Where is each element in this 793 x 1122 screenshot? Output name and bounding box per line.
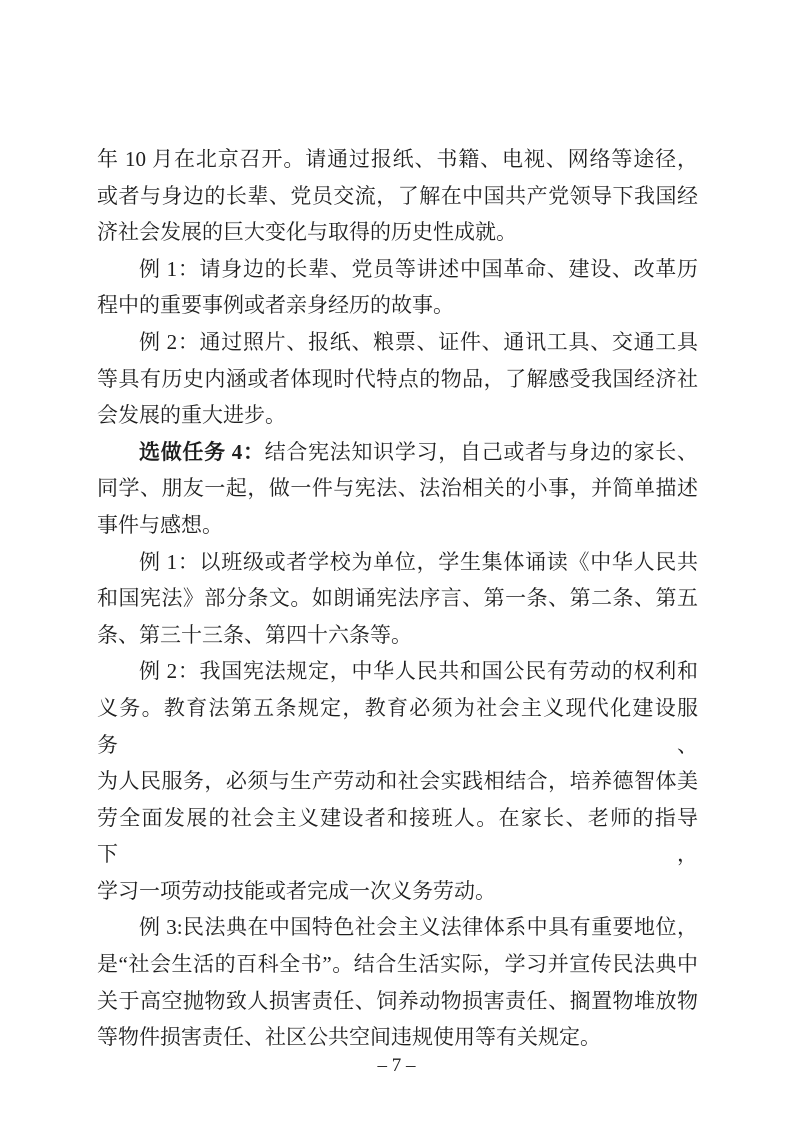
task-4-label: 选做任务 4： [139,439,265,464]
text-line: 例 1：以班级或者学校为单位，学生集体诵读《中华人民共 [139,549,698,574]
text-line: 义务。教育法第五条规定，教育必须为社会主义现代化建设服务、 [97,695,698,757]
paragraph-task4-example-3 [97,909,698,1055]
text-line: 会发展的重大进步。 [97,403,286,428]
text-line: 是“社会生活的百科全书”。结合生活实际，学习并宣传民法典中 [97,952,698,977]
text-line: 例 3:民法典在中国特色社会主义法律体系中具有重要地位， [139,915,698,940]
text-line: 年 10 月在北京召开。请通过报纸、书籍、电视、网络等途径， [97,147,698,171]
text-line [97,434,698,471]
paragraph-intro-continuation [97,141,698,251]
paragraph-example-1 [97,251,698,324]
text-line: 例 1：请身边的长辈、党员等讲述中国革命、建设、改革历 [139,256,698,281]
text-line: 例 2：通过照片、报纸、粮票、证件、通讯工具、交通工具 [139,329,698,354]
page-number: – 7 – [377,1055,416,1076]
document-body [97,141,698,1056]
task-4-text: 结合宪法知识学习，自己或者与身边的家长、 [264,439,699,464]
text-line: 事件与感想。 [97,512,223,537]
text-line: 等物件损害责任、社区公共空间违规使用等有关规定。 [97,1025,601,1050]
text-line: 济社会发展的巨大变化与取得的历史性成就。 [97,220,517,245]
text-line: 和国宪法》部分条文。如朗诵宪法序言、第一条、第二条、第五 [97,586,698,611]
text-line: 劳全面发展的社会主义建设者和接班人。在家长、老师的指导下， [97,805,698,867]
text-line: 同学、朋友一起，做一件与宪法、法治相关的小事，并简单描述 [97,476,698,501]
paragraph-task-4 [97,434,698,544]
text-line: 条、第三十三条、第四十六条等。 [97,622,412,647]
text-line: 学习一项劳动技能或者完成一次义务劳动。 [97,878,496,903]
paragraph-task4-example-2 [97,653,698,909]
text-line: 例 2：我国宪法规定，中华人民共和国公民有劳动的权利和 [139,659,698,684]
paragraph-task4-example-1 [97,544,698,654]
text-line: 关于高空抛物致人损害责任、饲养动物损害责任、搁置物堆放物 [97,988,698,1013]
paragraph-example-2 [97,324,698,434]
text-line: 为人民服务，必须与生产劳动和社会实践相结合，培养德智体美 [97,769,698,794]
text-line: 等具有历史内涵或者体现时代特点的物品，了解感受我国经济社 [97,366,698,391]
text-line: 或者与身边的长辈、党员交流，了解在中国共产党领导下我国经 [97,183,698,208]
text-line: 程中的重要事例或者亲身经历的故事。 [97,293,454,318]
